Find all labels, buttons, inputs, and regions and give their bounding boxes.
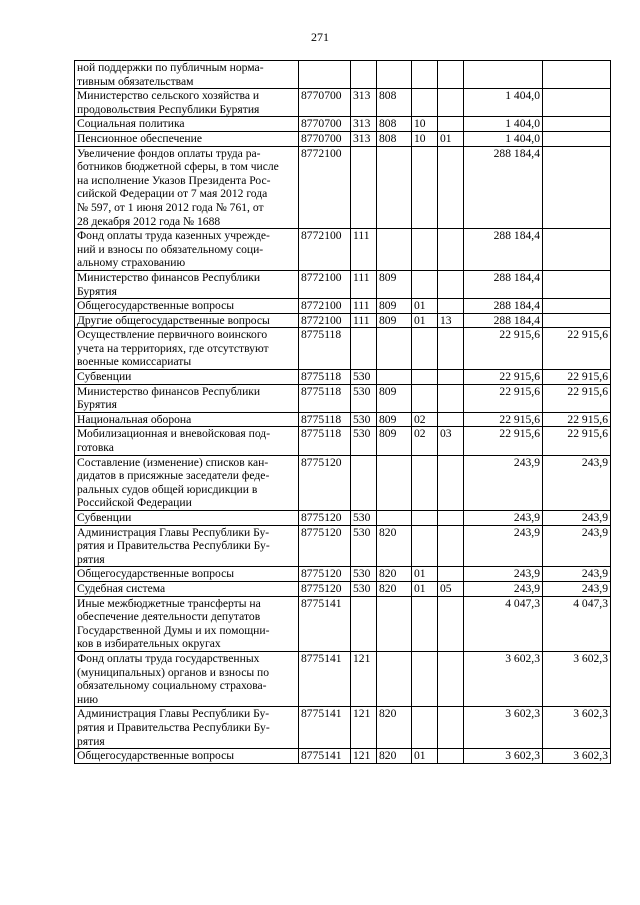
table-row bbox=[75, 596, 611, 651]
amount-cell: 243,9 bbox=[464, 567, 543, 582]
section-cell: 01 bbox=[412, 567, 438, 582]
amount-cell: 3 602,3 bbox=[464, 707, 543, 749]
amount-2-cell: 3 602,3 bbox=[543, 749, 611, 764]
section-cell bbox=[412, 270, 438, 298]
amount-cell bbox=[464, 61, 543, 89]
section-cell bbox=[412, 229, 438, 271]
expense-type-cell: 530 bbox=[351, 581, 377, 596]
expense-type-cell: 111 bbox=[351, 313, 377, 328]
amount-cell: 243,9 bbox=[464, 525, 543, 567]
row-name-cell: Осуществление первичного воинского учета на территориях, где отсутствуют военные комиссариаты bbox=[75, 328, 299, 370]
row-name-cell: Увеличение фондов оплаты труда ра- ботников бюджетной сферы, в том числе на исполнение Указов Президента Рос- сийской Федерации от 7 мая 2012 года № 597, от 1 июня 2012 года № 761, от 28 декабря 2012 года № 1688 bbox=[75, 146, 299, 229]
expense-type-cell: 121 bbox=[351, 749, 377, 764]
section-cell: 10 bbox=[412, 117, 438, 132]
table-row bbox=[75, 567, 611, 582]
amount-cell: 4 047,3 bbox=[464, 596, 543, 651]
target-code-cell: 8775118 bbox=[299, 384, 351, 412]
ministry-code-cell bbox=[377, 511, 412, 526]
amount-2-cell bbox=[543, 229, 611, 271]
subsection-cell: 03 bbox=[438, 427, 464, 455]
table-row bbox=[75, 229, 611, 271]
target-code-cell: 8772100 bbox=[299, 313, 351, 328]
subsection-cell bbox=[438, 146, 464, 229]
ministry-code-cell bbox=[377, 370, 412, 385]
amount-cell: 1 404,0 bbox=[464, 117, 543, 132]
section-cell bbox=[412, 651, 438, 706]
subsection-cell bbox=[438, 270, 464, 298]
expense-type-cell: 530 bbox=[351, 384, 377, 412]
amount-2-cell: 243,9 bbox=[543, 525, 611, 567]
table-row bbox=[75, 117, 611, 132]
amount-cell: 3 602,3 bbox=[464, 749, 543, 764]
amount-2-cell: 22 915,6 bbox=[543, 328, 611, 370]
amount-cell: 288 184,4 bbox=[464, 146, 543, 229]
expense-type-cell: 111 bbox=[351, 299, 377, 314]
table-row bbox=[75, 651, 611, 706]
table-row bbox=[75, 131, 611, 146]
table-row bbox=[75, 328, 611, 370]
subsection-cell bbox=[438, 117, 464, 132]
section-cell bbox=[412, 525, 438, 567]
target-code-cell: 8775120 bbox=[299, 455, 351, 510]
amount-cell: 1 404,0 bbox=[464, 131, 543, 146]
table-row bbox=[75, 370, 611, 385]
section-cell: 01 bbox=[412, 299, 438, 314]
subsection-cell bbox=[438, 651, 464, 706]
target-code-cell: 8772100 bbox=[299, 270, 351, 298]
table-row bbox=[75, 89, 611, 117]
subsection-cell bbox=[438, 89, 464, 117]
ministry-code-cell bbox=[377, 146, 412, 229]
amount-2-cell: 3 602,3 bbox=[543, 651, 611, 706]
target-code-cell: 8770700 bbox=[299, 89, 351, 117]
target-code-cell: 8775141 bbox=[299, 707, 351, 749]
target-code-cell: 8775118 bbox=[299, 370, 351, 385]
page-number: 271 bbox=[311, 30, 329, 44]
table-row bbox=[75, 581, 611, 596]
target-code-cell: 8775120 bbox=[299, 581, 351, 596]
section-cell: 01 bbox=[412, 313, 438, 328]
subsection-cell bbox=[438, 707, 464, 749]
amount-cell: 3 602,3 bbox=[464, 651, 543, 706]
ministry-code-cell: 820 bbox=[377, 707, 412, 749]
expense-type-cell: 530 bbox=[351, 525, 377, 567]
amount-cell: 1 404,0 bbox=[464, 89, 543, 117]
expense-type-cell: 313 bbox=[351, 117, 377, 132]
amount-cell: 22 915,6 bbox=[464, 384, 543, 412]
amount-cell: 288 184,4 bbox=[464, 299, 543, 314]
amount-cell: 22 915,6 bbox=[464, 370, 543, 385]
ministry-code-cell: 809 bbox=[377, 270, 412, 298]
section-cell: 01 bbox=[412, 749, 438, 764]
row-name-cell: Субвенции bbox=[75, 370, 299, 385]
row-name-cell: Национальная оборона bbox=[75, 412, 299, 427]
subsection-cell bbox=[438, 567, 464, 582]
budget-table bbox=[74, 60, 611, 764]
expense-type-cell: 530 bbox=[351, 370, 377, 385]
section-cell bbox=[412, 370, 438, 385]
section-cell bbox=[412, 146, 438, 229]
amount-2-cell: 3 602,3 bbox=[543, 707, 611, 749]
ministry-code-cell bbox=[377, 455, 412, 510]
row-name-cell: Администрация Главы Республики Бу- рятия и Правительства Республики Бу- рятия bbox=[75, 525, 299, 567]
target-code-cell: 8775141 bbox=[299, 749, 351, 764]
amount-2-cell: 22 915,6 bbox=[543, 412, 611, 427]
ministry-code-cell: 808 bbox=[377, 89, 412, 117]
target-code-cell bbox=[299, 61, 351, 89]
section-cell bbox=[412, 596, 438, 651]
target-code-cell: 8775118 bbox=[299, 427, 351, 455]
section-cell bbox=[412, 455, 438, 510]
amount-2-cell: 22 915,6 bbox=[543, 384, 611, 412]
amount-2-cell bbox=[543, 299, 611, 314]
amount-2-cell: 243,9 bbox=[543, 511, 611, 526]
row-name-cell: Социальная политика bbox=[75, 117, 299, 132]
table-row bbox=[75, 525, 611, 567]
ministry-code-cell: 820 bbox=[377, 567, 412, 582]
target-code-cell: 8772100 bbox=[299, 299, 351, 314]
row-name-cell: Фонд оплаты труда казенных учрежде- ний и взносы по обязательному соци- альному страхованию bbox=[75, 229, 299, 271]
section-cell: 02 bbox=[412, 412, 438, 427]
ministry-code-cell: 808 bbox=[377, 117, 412, 132]
row-name-cell: Министерство финансов Республики Бурятия bbox=[75, 270, 299, 298]
section-cell bbox=[412, 707, 438, 749]
row-name-cell: Фонд оплаты труда государственных (муниципальных) органов и взносы по обязательному социальному страхова- нию bbox=[75, 651, 299, 706]
subsection-cell bbox=[438, 370, 464, 385]
row-name-cell: Мобилизационная и вневойсковая под- готовка bbox=[75, 427, 299, 455]
ministry-code-cell: 809 bbox=[377, 412, 412, 427]
subsection-cell bbox=[438, 61, 464, 89]
expense-type-cell bbox=[351, 61, 377, 89]
expense-type-cell: 530 bbox=[351, 427, 377, 455]
target-code-cell: 8775118 bbox=[299, 412, 351, 427]
amount-2-cell: 22 915,6 bbox=[543, 427, 611, 455]
subsection-cell: 05 bbox=[438, 581, 464, 596]
expense-type-cell: 313 bbox=[351, 131, 377, 146]
ministry-code-cell bbox=[377, 651, 412, 706]
subsection-cell bbox=[438, 412, 464, 427]
subsection-cell: 13 bbox=[438, 313, 464, 328]
row-name-cell: Общегосударственные вопросы bbox=[75, 567, 299, 582]
table-row bbox=[75, 384, 611, 412]
table-row bbox=[75, 270, 611, 298]
row-name-cell: Общегосударственные вопросы bbox=[75, 749, 299, 764]
amount-2-cell bbox=[543, 89, 611, 117]
table-row bbox=[75, 455, 611, 510]
ministry-code-cell: 820 bbox=[377, 749, 412, 764]
amount-cell: 288 184,4 bbox=[464, 313, 543, 328]
expense-type-cell: 121 bbox=[351, 651, 377, 706]
row-name-cell: Составление (изменение) списков кан- дидатов в присяжные заседатели феде- ральных судов общей юрисдикции в Российской Федерации bbox=[75, 455, 299, 510]
expense-type-cell bbox=[351, 328, 377, 370]
expense-type-cell: 111 bbox=[351, 229, 377, 271]
amount-2-cell bbox=[543, 61, 611, 89]
amount-2-cell bbox=[543, 146, 611, 229]
ministry-code-cell bbox=[377, 596, 412, 651]
target-code-cell: 8775120 bbox=[299, 511, 351, 526]
ministry-code-cell bbox=[377, 229, 412, 271]
section-cell bbox=[412, 328, 438, 370]
subsection-cell bbox=[438, 384, 464, 412]
row-name-cell: Администрация Главы Республики Бу- рятия и Правительства Республики Бу- рятия bbox=[75, 707, 299, 749]
expense-type-cell: 530 bbox=[351, 511, 377, 526]
amount-cell: 243,9 bbox=[464, 581, 543, 596]
section-cell bbox=[412, 61, 438, 89]
row-name-cell: Общегосударственные вопросы bbox=[75, 299, 299, 314]
ministry-code-cell: 820 bbox=[377, 581, 412, 596]
target-code-cell: 8775120 bbox=[299, 567, 351, 582]
expense-type-cell bbox=[351, 146, 377, 229]
expense-type-cell: 121 bbox=[351, 707, 377, 749]
row-name-cell: Судебная система bbox=[75, 581, 299, 596]
amount-2-cell: 243,9 bbox=[543, 581, 611, 596]
subsection-cell bbox=[438, 511, 464, 526]
subsection-cell bbox=[438, 229, 464, 271]
target-code-cell: 8772100 bbox=[299, 229, 351, 271]
target-code-cell: 8770700 bbox=[299, 117, 351, 132]
subsection-cell bbox=[438, 749, 464, 764]
section-cell bbox=[412, 89, 438, 117]
section-cell: 10 bbox=[412, 131, 438, 146]
target-code-cell: 8775141 bbox=[299, 651, 351, 706]
amount-cell: 243,9 bbox=[464, 455, 543, 510]
amount-cell: 22 915,6 bbox=[464, 412, 543, 427]
ministry-code-cell: 808 bbox=[377, 131, 412, 146]
target-code-cell: 8775118 bbox=[299, 328, 351, 370]
amount-cell: 288 184,4 bbox=[464, 270, 543, 298]
expense-type-cell: 530 bbox=[351, 412, 377, 427]
amount-2-cell: 4 047,3 bbox=[543, 596, 611, 651]
ministry-code-cell bbox=[377, 61, 412, 89]
subsection-cell bbox=[438, 299, 464, 314]
row-name-cell: ной поддержки по публичным норма- тивным обязательствам bbox=[75, 61, 299, 89]
ministry-code-cell: 809 bbox=[377, 427, 412, 455]
subsection-cell bbox=[438, 525, 464, 567]
section-cell: 01 bbox=[412, 581, 438, 596]
row-name-cell: Иные межбюджетные трансферты на обеспечение деятельности депутатов Государственной Думы и их помощни- ков в избирательных округах bbox=[75, 596, 299, 651]
table-row bbox=[75, 749, 611, 764]
expense-type-cell bbox=[351, 455, 377, 510]
amount-2-cell: 243,9 bbox=[543, 567, 611, 582]
amount-2-cell bbox=[543, 313, 611, 328]
amount-2-cell: 243,9 bbox=[543, 455, 611, 510]
ministry-code-cell: 809 bbox=[377, 313, 412, 328]
table-row bbox=[75, 511, 611, 526]
ministry-code-cell: 809 bbox=[377, 299, 412, 314]
expense-type-cell: 530 bbox=[351, 567, 377, 582]
subsection-cell: 01 bbox=[438, 131, 464, 146]
table-row bbox=[75, 299, 611, 314]
amount-cell: 22 915,6 bbox=[464, 328, 543, 370]
amount-cell: 22 915,6 bbox=[464, 427, 543, 455]
expense-type-cell: 111 bbox=[351, 270, 377, 298]
section-cell bbox=[412, 511, 438, 526]
target-code-cell: 8770700 bbox=[299, 131, 351, 146]
amount-2-cell bbox=[543, 117, 611, 132]
amount-2-cell bbox=[543, 131, 611, 146]
expense-type-cell bbox=[351, 596, 377, 651]
section-cell: 02 bbox=[412, 427, 438, 455]
row-name-cell: Министерство финансов Республики Бурятия bbox=[75, 384, 299, 412]
amount-cell: 243,9 bbox=[464, 511, 543, 526]
ministry-code-cell: 820 bbox=[377, 525, 412, 567]
expense-type-cell: 313 bbox=[351, 89, 377, 117]
table-row bbox=[75, 707, 611, 749]
amount-2-cell: 22 915,6 bbox=[543, 370, 611, 385]
row-name-cell: Другие общегосударственные вопросы bbox=[75, 313, 299, 328]
ministry-code-cell bbox=[377, 328, 412, 370]
target-code-cell: 8775141 bbox=[299, 596, 351, 651]
subsection-cell bbox=[438, 328, 464, 370]
target-code-cell: 8775120 bbox=[299, 525, 351, 567]
section-cell bbox=[412, 384, 438, 412]
table-body bbox=[75, 61, 611, 764]
subsection-cell bbox=[438, 455, 464, 510]
amount-cell: 288 184,4 bbox=[464, 229, 543, 271]
row-name-cell: Министерство сельского хозяйства и продовольствия Республики Бурятия bbox=[75, 89, 299, 117]
ministry-code-cell: 809 bbox=[377, 384, 412, 412]
amount-2-cell bbox=[543, 270, 611, 298]
table-row bbox=[75, 146, 611, 229]
subsection-cell bbox=[438, 596, 464, 651]
row-name-cell: Субвенции bbox=[75, 511, 299, 526]
table-row bbox=[75, 61, 611, 89]
table-row bbox=[75, 427, 611, 455]
table-row bbox=[75, 412, 611, 427]
target-code-cell: 8772100 bbox=[299, 146, 351, 229]
table-row bbox=[75, 313, 611, 328]
row-name-cell: Пенсионное обеспечение bbox=[75, 131, 299, 146]
